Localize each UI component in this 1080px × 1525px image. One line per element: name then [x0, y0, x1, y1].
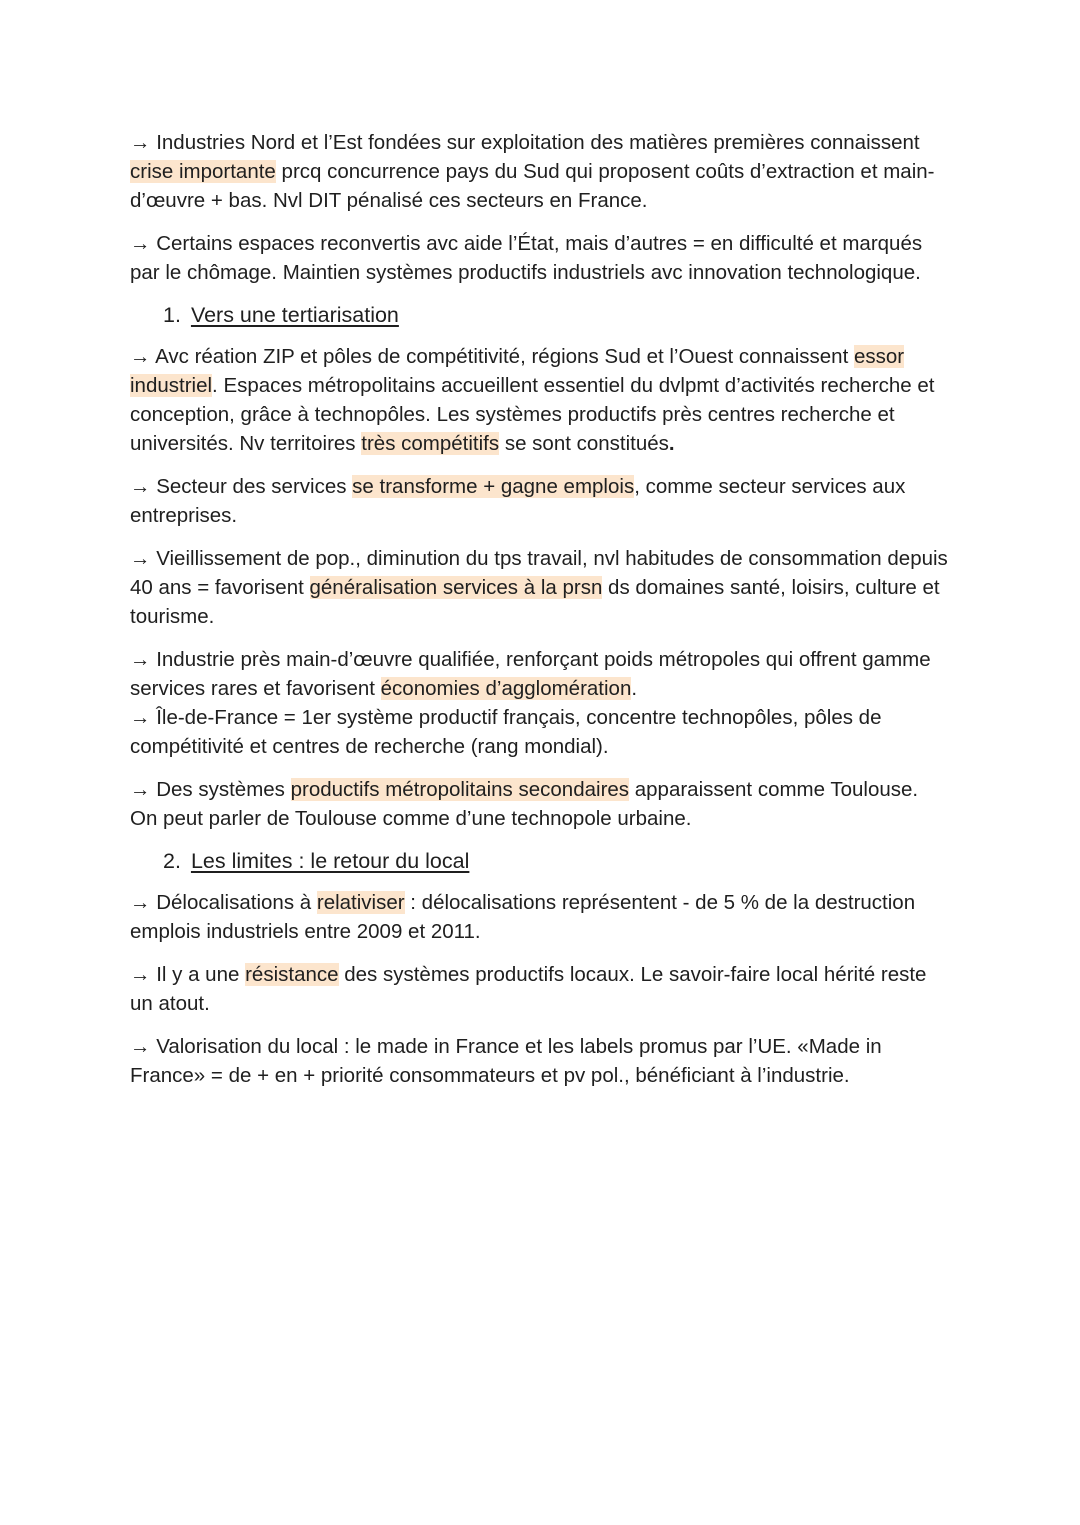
paragraph [130, 960, 950, 1018]
paragraph [130, 703, 950, 761]
text-segment: . Espaces métropolitains accueillent essentiel du dvlpmt d’activités recherche et conception, grâce à technopôles. Les systèmes productifs près centres recherche et universités. Nv territoires [130, 374, 935, 455]
text-segment: des systèmes productifs locaux. Le savoir-faire local hérité reste un atout. [130, 963, 927, 1015]
text-segment: → Vieillissement de pop., diminution du tps travail, nvl habitudes de consommation depuis 40 ans = favorisent [130, 547, 948, 599]
paragraph [130, 544, 950, 631]
text-segment: → Il y a une [130, 963, 246, 986]
section-number: 2. [163, 849, 181, 873]
document-body [130, 128, 950, 1104]
text-segment: ds domaines santé, loisirs, culture et tourisme. [130, 576, 940, 628]
highlighted-text: essor industriel [130, 345, 905, 397]
text-segment: , comme secteur services aux entreprises. [130, 475, 906, 527]
text-segment: se sont constitués [499, 432, 669, 455]
text-segment: → Délocalisations à [130, 891, 317, 914]
highlighted-text: généralisation services à la prsn [309, 576, 603, 599]
section-number: 1. [163, 303, 181, 327]
section-heading [163, 301, 950, 330]
text-segment: . [668, 432, 675, 455]
paragraph [130, 128, 950, 215]
highlighted-text: relativiser [316, 891, 405, 914]
highlighted-text: productifs métropolitains secondaires [290, 778, 630, 801]
highlighted-text: résistance [245, 963, 339, 986]
paragraph [130, 1032, 950, 1090]
text-segment: prcq concurrence pays du Sud qui proposent coûts d’extraction et main-d’œuvre + bas. Nvl DIT pénalisé ces secteurs en France. [130, 160, 935, 212]
text-segment: → Industrie près main-d’œuvre qualifiée, renforçant poids métropoles qui offrent gamme services rares et favorisent [130, 648, 931, 700]
section-title: Les limites : le retour du local [190, 849, 470, 873]
paragraph [130, 342, 950, 458]
paragraph [130, 888, 950, 946]
text-segment: : délocalisations représentent - de 5 % de la destruction emplois industriels entre 2009 et 2011. [130, 891, 916, 943]
text-segment: → Des systèmes [130, 778, 291, 801]
text-segment: apparaissent comme Toulouse. On peut parler de Toulouse comme d’une technopole urbaine. [130, 778, 919, 830]
text-segment: → Industries Nord et l’Est fondées sur exploitation des matières premières connaissent [130, 131, 920, 154]
text-segment: → Île-de-France = 1er système productif français, concentre technopôles, pôles de compétitivité et centres de recherche (rang mondial). [130, 706, 882, 758]
highlighted-text: crise importante [130, 160, 276, 183]
text-segment: → Certains espaces reconvertis avc aide l’État, mais d’autres = en difficulté et marqués par le chômage. Maintien systèmes productifs industriels avc innovation technologique. [130, 232, 923, 284]
highlighted-text: se transforme + gagne emplois [352, 475, 635, 498]
text-segment: → Valorisation du local : le made in France et les labels promus par l’UE. «Made in France» = de + en + priorité consommateurs et pv pol., bénéficiant à l’industrie. [130, 1035, 882, 1087]
highlighted-text: très compétitifs [361, 432, 500, 455]
text-segment: → Secteur des services [130, 475, 353, 498]
section-heading [163, 847, 950, 876]
text-segment: . [631, 677, 638, 700]
paragraph [130, 775, 950, 833]
paragraph [130, 229, 950, 287]
paragraph [130, 472, 950, 530]
highlighted-text: économies d’agglomération [380, 677, 632, 700]
paragraph [130, 645, 950, 703]
text-segment: → Avc réation ZIP et pôles de compétitivité, régions Sud et l’Ouest connaissent [130, 345, 854, 368]
section-title: Vers une tertiarisation [190, 303, 399, 327]
